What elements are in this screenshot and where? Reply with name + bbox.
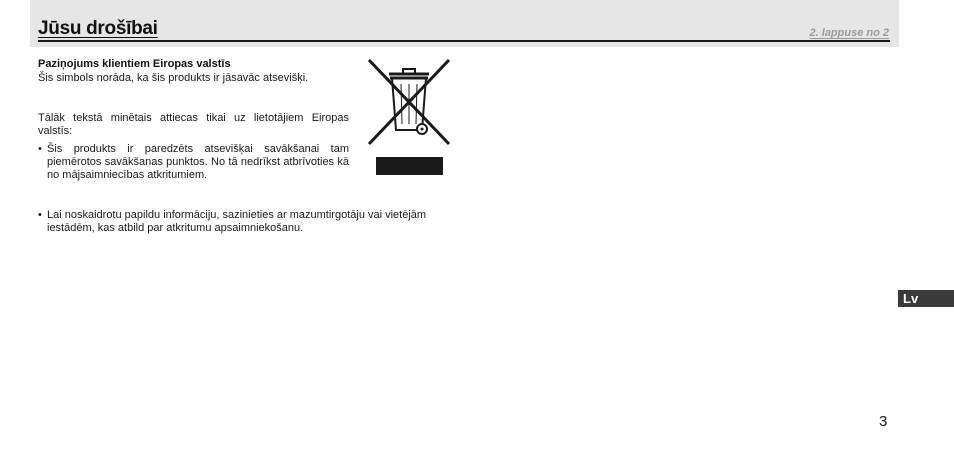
section-heading: Paziņojums klientiem Eiropas valstīs <box>38 58 231 70</box>
crossed-out-wheelie-bin-icon <box>365 58 453 146</box>
weee-solid-bar <box>376 157 443 175</box>
page-number: 3 <box>879 413 888 430</box>
page-title: Jūsu drošībai <box>38 18 158 39</box>
paragraph-symbol-meaning: Šis simbols norāda, ka šis produkts ir jāsavāc atsevišķi. <box>38 72 309 84</box>
bullet-glyph: • <box>38 143 42 155</box>
language-tab-lv: Lv <box>898 290 954 307</box>
list-item-text: Šis produkts ir paredzēts atsevišķai savākšanai tam piemērotos savākšanas punktos. No tā nedrīkst atbrīvoties kā no mājsaimniecības atkritumiem. <box>47 143 349 181</box>
list-item-text: Lai noskaidrotu papildu informāciju, sazinieties ar mazumtirgotāju vai vietējām iestādēm, kas atbild par atkritumu apsaimniekošanu. <box>47 209 427 234</box>
page-indicator: 2. lappuse no 2 <box>809 27 889 39</box>
list-item <box>38 209 458 239</box>
header-rule <box>38 40 890 42</box>
paragraph-applies-to: Tālāk tekstā minētais attiecas tikai uz lietotājiem Eiropas valstīs: <box>38 112 349 137</box>
bullet-glyph: • <box>38 209 42 221</box>
list-item <box>38 143 349 203</box>
